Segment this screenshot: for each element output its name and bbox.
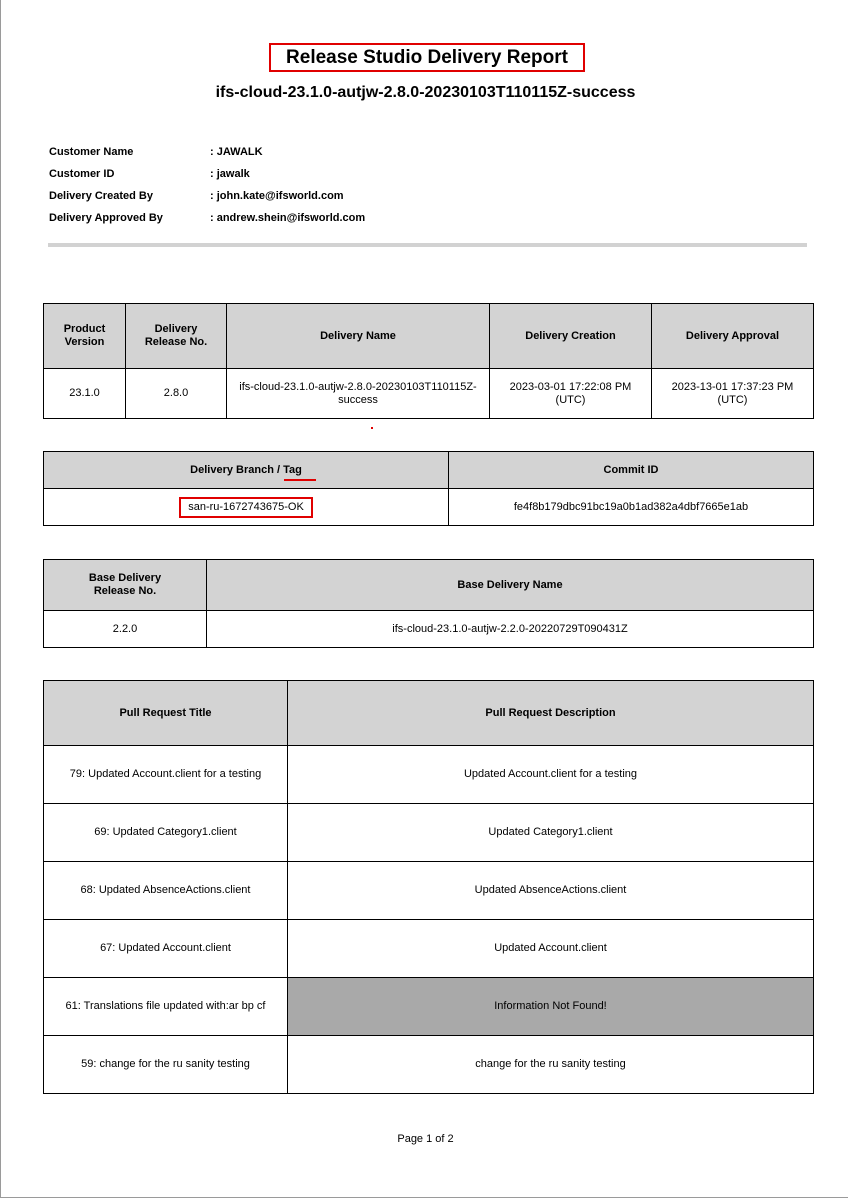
header-delivery-name: Delivery Name <box>227 304 490 369</box>
pr-title: 79: Updated Account.client for a testing <box>44 746 288 804</box>
header-base-release-no: Base Delivery Release No. <box>44 560 207 611</box>
header-commit-id: Commit ID <box>449 452 814 489</box>
table-row <box>44 862 814 920</box>
delivery-table <box>43 303 814 419</box>
header-pr-title: Pull Request Title <box>44 681 288 746</box>
cell-delivery-approval: 2023-13-01 17:37:23 PM (UTC) <box>652 369 814 419</box>
cell-base-delivery-name: ifs-cloud-23.1.0-autjw-2.2.0-20220729T090431Z <box>207 611 814 648</box>
cell-base-release-no: 2.2.0 <box>44 611 207 648</box>
section-divider <box>48 243 807 247</box>
pr-description-missing: Information Not Found! <box>288 978 814 1036</box>
header-product-version: Product Version <box>44 304 126 369</box>
cell-branch <box>44 489 449 526</box>
cell-product-version: 23.1.0 <box>44 369 126 419</box>
info-value: : jawalk <box>210 168 250 180</box>
header-delivery-creation: Delivery Creation <box>490 304 652 369</box>
pr-description: Updated Account.client for a testing <box>288 746 814 804</box>
report-subtitle: ifs-cloud-23.1.0-autjw-2.8.0-20230103T110115Z-success <box>215 84 636 101</box>
header-pr-description: Pull Request Description <box>288 681 814 746</box>
tag-underline-mark <box>284 479 316 481</box>
branch-highlight: san-ru-1672743675-OK <box>179 497 313 518</box>
header-base-delivery-name: Base Delivery Name <box>207 560 814 611</box>
info-key: Delivery Approved By <box>49 212 163 224</box>
base-delivery-table <box>43 559 814 648</box>
info-key: Customer Name <box>49 146 134 158</box>
info-key: Customer ID <box>49 168 115 180</box>
header-delivery-approval: Delivery Approval <box>652 304 814 369</box>
pr-description: Updated AbsenceActions.client <box>288 862 814 920</box>
info-value: : andrew.shein@ifsworld.com <box>210 212 366 224</box>
cell-delivery-creation: 2023-03-01 17:22:08 PM (UTC) <box>490 369 652 419</box>
header-branch-tag: Delivery Branch / Tag <box>44 452 449 489</box>
pr-title: 59: change for the ru sanity testing <box>44 1036 288 1094</box>
cell-delivery-name: ifs-cloud-23.1.0-autjw-2.8.0-20230103T110115Z- success <box>227 369 490 419</box>
pr-description: Updated Category1.client <box>288 804 814 862</box>
red-mark <box>371 427 373 429</box>
branch-table <box>43 451 814 526</box>
pr-title: 61: Translations file updated with:ar bp cf <box>44 978 288 1036</box>
table-row <box>44 978 814 1036</box>
pr-title: 69: Updated Category1.client <box>44 804 288 862</box>
pr-title: 67: Updated Account.client <box>44 920 288 978</box>
report-title: Release Studio Delivery Report <box>269 43 585 72</box>
table-row <box>44 1036 814 1094</box>
pull-request-table <box>43 680 814 1094</box>
info-value: : john.kate@ifsworld.com <box>210 190 344 202</box>
pr-description: Updated Account.client <box>288 920 814 978</box>
info-key: Delivery Created By <box>49 190 153 202</box>
pr-description: change for the ru sanity testing <box>288 1036 814 1094</box>
table-row <box>44 920 814 978</box>
table-row <box>44 746 814 804</box>
pr-title: 68: Updated AbsenceActions.client <box>44 862 288 920</box>
cell-commit-id: fe4f8b179dbc91bc19a0b1ad382a4dbf7665e1ab <box>449 489 814 526</box>
page-number: Page 1 of 2 <box>397 1133 454 1145</box>
header-delivery-release-no: Delivery Release No. <box>126 304 227 369</box>
info-value: : JAWALK <box>210 146 263 158</box>
cell-release-no: 2.8.0 <box>126 369 227 419</box>
table-row <box>44 804 814 862</box>
